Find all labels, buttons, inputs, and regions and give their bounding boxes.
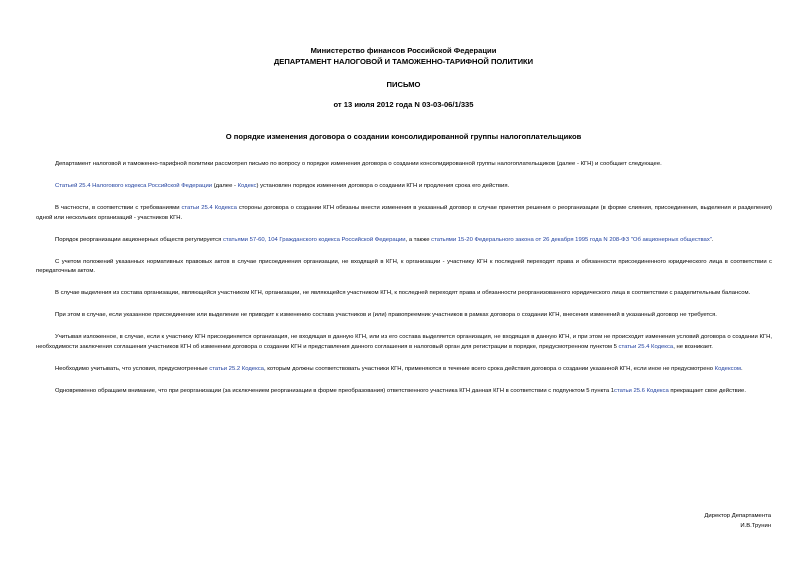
document-date-number: от 13 июля 2012 года N 03-03-06/1/335 bbox=[333, 100, 474, 109]
body-paragraph bbox=[36, 204, 772, 223]
ministry-name: Министерство финансов Российской Федерации bbox=[310, 46, 497, 55]
law-reference-link[interactable]: статьи 25.4 Кодекса bbox=[618, 343, 674, 350]
paragraph-text: Учитывая изложенное, в случае, если к участнику КГН присоединяется организация, не входящая в данную КГН, или из его состава выделяется организация, не входящая в данную КГН, и при этом не происходит изменения условий договора о создании КГН, необходимости заключения соглашения участников КГН об изменении договора о создании КГН и представления данного соглашения в налоговый орган для регистрации в порядке, предусмотренном пунктом 5 bbox=[36, 334, 772, 350]
paragraph-text: (далее - bbox=[212, 183, 238, 189]
paragraph-text: Необходимо учитывать, что условия, предусмотренные bbox=[55, 365, 210, 372]
body-paragraph bbox=[36, 182, 772, 192]
law-reference-link[interactable]: статьи 25.2 Кодекса bbox=[209, 365, 264, 372]
paragraph-text: , не возникает. bbox=[673, 343, 713, 350]
law-reference-link[interactable]: статьи 25.4 Кодекса bbox=[181, 205, 237, 211]
paragraph-text: Департамент налоговой и таможенно-тарифной политики рассмотрел письмо по вопросу о порядке изменения договора о создании консолидированной группы налогоплательщиков (далее - КГН) и сообщает следующее. bbox=[55, 161, 662, 167]
signature-position: Директор Департамента bbox=[704, 513, 771, 519]
paragraph-text: В частности, в соответствии с требованиями bbox=[55, 205, 182, 211]
law-reference-link[interactable]: статьями 15-20 Федерального закона от 26 декабря 1995 года N 208-ФЗ "Об акционерных обществах" bbox=[431, 236, 712, 243]
paragraph-text: , которым должны соответствовать участники КГН, применяются в течение всего срока действия договора о создании указанной КГН, если иное не предусмотрено bbox=[263, 365, 715, 372]
paragraph-text: Порядок реорганизации акционерных обществ регулируется bbox=[55, 236, 223, 243]
paragraph-text: прекращает свое действие. bbox=[668, 387, 746, 394]
document-subject: О порядке изменения договора о создании консолидированной группы налогоплательщиков bbox=[225, 132, 582, 141]
paragraph-text: Одновременно обращаем внимание, что при реорганизации (за исключением реорганизации в форме преобразования) ответственного участника КГН данная КГН в соответствии с подпунктом 5 пункта 1 bbox=[55, 387, 615, 394]
paragraph-text: В случае выделения из состава организации, являющейся участником КГН, организации, не являющейся участником КГН, к последней переходят права и обязанности реорганизованного юридического лица в соответствии с разделительным балансом. bbox=[55, 290, 751, 296]
body-paragraph bbox=[36, 365, 772, 375]
paragraph-text: При этом в случае, если указанное присоединение или выделение не приводит к изменению состава участников и (или) правопреемник участников в рамках договора о создании КГН, внесения изменений в указанный договор не требуется. bbox=[55, 312, 717, 318]
body-paragraph bbox=[36, 387, 772, 397]
paragraph-text: . bbox=[711, 236, 714, 243]
body-paragraph bbox=[36, 160, 772, 170]
department-name: ДЕПАРТАМЕНТ НАЛОГОВОЙ И ТАМОЖЕННО-ТАРИФНОЙ ПОЛИТИКИ bbox=[273, 57, 534, 66]
law-reference-link[interactable]: Кодексом bbox=[714, 365, 741, 372]
signature-name: И.В.Трунин bbox=[740, 523, 771, 529]
body-paragraph bbox=[36, 236, 772, 246]
law-reference-link[interactable]: Статьей 25.4 Налогового кодекса Российской Федерации bbox=[55, 183, 213, 189]
paragraph-text: , а также bbox=[405, 236, 432, 243]
body-paragraph bbox=[36, 289, 772, 299]
letter-body bbox=[36, 160, 772, 409]
document-type: ПИСЬМО bbox=[386, 80, 421, 89]
body-paragraph bbox=[36, 333, 772, 352]
paragraph-text: стороны договора о создании КГН обязаны внести изменения в указанный договор в случае принятия решения о реорганизации (в форме слияния, присоединения, выделения и разделения) одной или нескольких организаций - участников КГН. bbox=[36, 205, 772, 221]
paragraph-text: ) установлен порядок изменения договора о создании КГН и продления срока его действия. bbox=[256, 183, 510, 189]
law-reference-link[interactable]: статьи 25.6 Кодекса bbox=[614, 387, 669, 394]
law-reference-link[interactable]: Кодекс bbox=[237, 183, 257, 189]
paragraph-text: С учетом положений указанных нормативных правовых актов в случае присоединения организации, не входящей в КГН, к организации - участнику КГН к последней переходят права и обязанности присоединенного юридического лица в соответствии с передаточным актом. bbox=[36, 258, 772, 274]
body-paragraph bbox=[36, 311, 772, 321]
paragraph-text: . bbox=[740, 365, 743, 372]
body-paragraph bbox=[36, 258, 772, 277]
law-reference-link[interactable]: статьями 57-60, 104 Гражданского кодекса Российской Федерации bbox=[222, 236, 406, 243]
